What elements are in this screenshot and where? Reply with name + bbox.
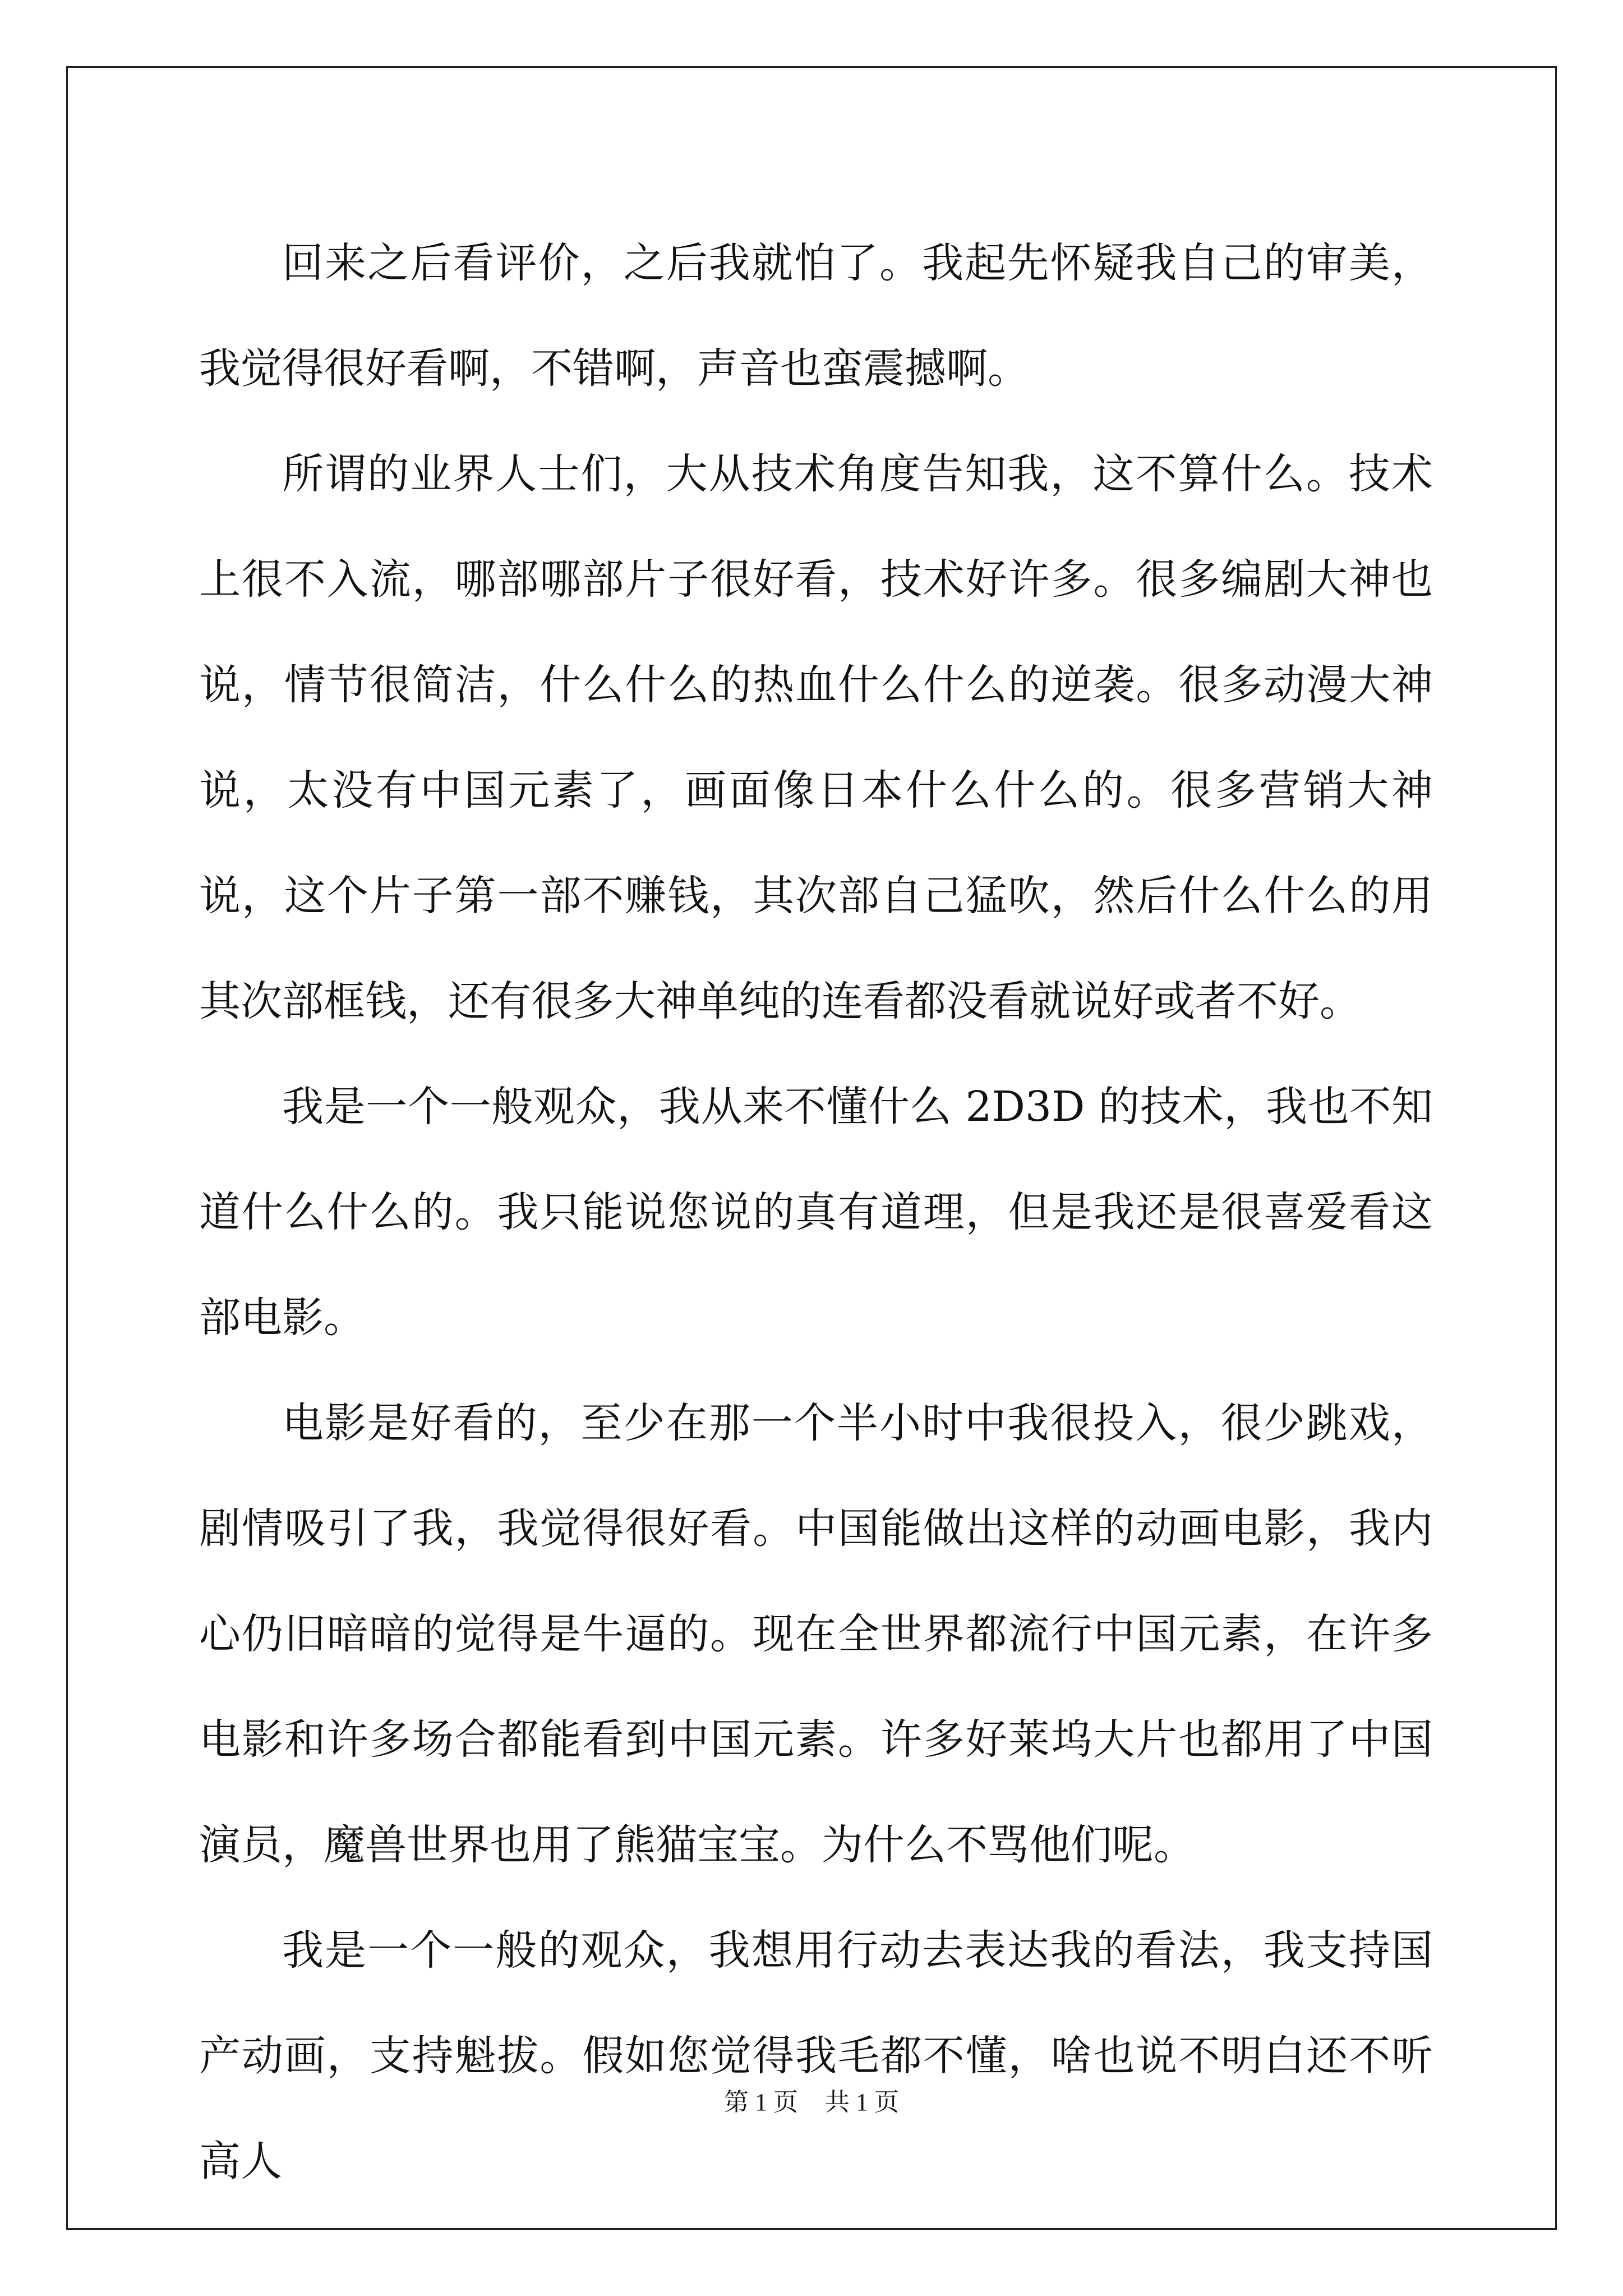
paragraph-line: 子第一部不赚钱，其次部自己猛吹，然后什么什么的用其次部框钱， (199, 872, 1433, 1025)
paragraph-line: 没有中国元素了，画面像日本什么什么的。很多营销大神说，这个片 (199, 766, 1433, 920)
paragraph-line: 情吸引了我，我觉得很好看。中国能做出这样的动画电影，我内心仍 (199, 1504, 1433, 1658)
paragraph-line: 么什么的。我只能说您说的真有道理，但是我还是很喜爱看这部电影。 (199, 1188, 1433, 1342)
page-footer (0, 2086, 1623, 2119)
paragraph-line: 还有很多大神单纯的连看都没看就说好或者不好。 (448, 977, 1361, 1025)
paragraph (199, 1054, 1433, 1370)
page-total: 共 1 页 (825, 2088, 899, 2116)
paragraph-line: 很不入流，哪部哪部片子很好看，技术好许多。很多编剧大神也说， (199, 555, 1433, 709)
paragraph-line: 觉得很好看啊，不错啊，声音也蛮震撼啊。 (241, 344, 1029, 393)
paragraph-line: 兽世界也用了熊猫宝宝。为什么不骂他们呢。 (365, 1821, 1195, 1869)
paragraph (199, 421, 1433, 1054)
paragraph-line: 动画，支持魁拔。假如您觉得我毛都不懂，啥也说不明白还不听高人 (199, 2032, 1433, 2185)
paragraph-line: 许多场合都能看到中国元素。许多好莱坞大片也都用了中国演员，魔 (199, 1715, 1433, 1869)
paragraph (199, 210, 1433, 421)
paragraph-line: 电影是好看的，至少在那一个半小时中我很投入，很少跳戏，剧 (199, 1399, 1433, 1553)
paragraph-line: 我是一个一般的观众，我想用行动去表达我的看法，我支持国产 (199, 1926, 1433, 2080)
paragraph-line: 所谓的业界人士们，大从技术角度告知我，这不算什么。技术上 (199, 450, 1433, 604)
paragraph-line: 回来之后看评价，之后我就怕了。我起先怀疑我自己的审美，我 (199, 239, 1433, 393)
paragraph (199, 1370, 1433, 1898)
paragraph-line: 我是一个一般观众，我从来不懂什么 2D3D 的技术，我也不知道什 (199, 1083, 1433, 1236)
paragraph (199, 1898, 1433, 2214)
page-number: 第 1 页 (724, 2088, 798, 2116)
paragraph-line: 情节很简洁，什么什么的热血什么什么的逆袭。很多动漫大神说，太 (199, 661, 1433, 815)
paragraph-line: 旧暗暗的觉得是牛逼的。现在全世界都流行中国元素，在许多电影和 (199, 1610, 1433, 1764)
document-body (199, 210, 1433, 2214)
